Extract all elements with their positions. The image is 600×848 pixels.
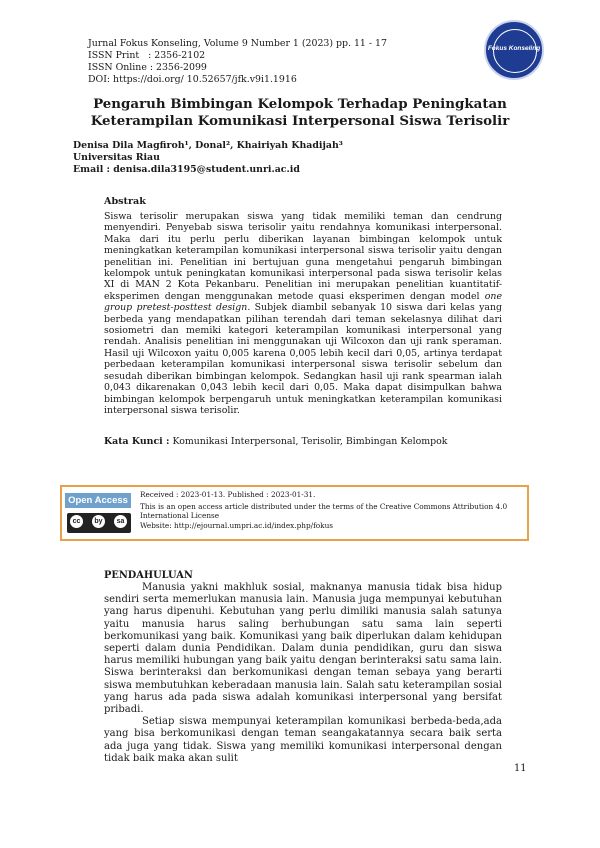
open-access-info <box>140 490 520 530</box>
journal-citation: Jurnal Fokus Konseling, Volume 9 Number 1 (2023) pp. 11 - 17 <box>88 38 387 49</box>
body-paragraph-2: Setiap siswa mempunyai keterampilan komunikasi berbeda-beda,ada yang bisa berkomunikasi dengan teman seangakatannya secara baik serta ada juga yang tidak. Siswa yang memiliki komunikasi interpersonal dengan tidak baik maka akan sulit <box>104 716 502 764</box>
journal-header <box>88 38 478 86</box>
abstract-design-italic: one group pretest-posttest design. <box>104 290 502 314</box>
open-access-box <box>60 485 529 541</box>
journal-logo-text: Fokus Konseling <box>487 45 541 52</box>
author-block <box>73 140 473 176</box>
by-icon: by <box>92 515 105 528</box>
issn-online: ISSN Online : 2356-2099 <box>88 62 207 73</box>
journal-logo <box>484 20 544 80</box>
abstract-text-part1: Siswa terisolir merupakan siswa yang tidak memiliki teman dan cendrung menyendiri. Penyebab siswa terisolir yaitu rendahnya komunikasi interpersonal. Maka dari itu perlu perlu diberikan layanan bimbingan kelompok untuk meningkatkan keterampilan komunikasi interpersonal siswa terisolir yaitu dengan penelitian ini. Penelitian ini bertujuan guna mengetahui pengaruh bimbingan kelompok untuk peningkatan komunikasi interpersonal pada siswa terisolir kelas XI di MAN 2 Kota Pekanbaru. Penelitian ini merupakan penelitian kuantitatif-eksperimen dengan menggunakan metode quasi eksperimen dengan model <box>104 211 502 302</box>
cc-license-icon[interactable] <box>67 513 131 533</box>
journal-website[interactable]: Website: http://ejournal.umpri.ac.id/index.php/fokus <box>140 520 334 530</box>
abstract-heading: Abstrak <box>104 196 146 207</box>
keywords <box>104 436 504 447</box>
keywords-values: Komunikasi Interpersonal, Terisolir, Bimbingan Kelompok <box>169 436 448 447</box>
author-names: Denisa Dila Magfiroh¹, Donal², Khairiyah Khadijah³ <box>73 140 343 151</box>
page-number: 11 <box>514 763 527 774</box>
author-affiliation: Universitas Riau <box>73 152 160 163</box>
issn-print: ISSN Print : 2356-2102 <box>88 50 206 61</box>
cc-icon: cc <box>70 515 83 528</box>
abstract-text-part2: Subjek diambil sebanyak 10 siswa dari kelas yang berbeda yang mendapatkan pilihan terendah dari teman sekelasnya dilihat dari sosiometri dan memiki kategori keterampilan komunikasi interpersonal yang rendah. Analisis penelitian ini menggunakan uji Wilcoxon dan uji rank speraman. Hasil uji Wilcoxon yaitu 0,005 karena 0,005 lebih kecil dari 0,05, artinya terdapat perbedaan keterampilan komunikasi interpersonal siswa terisolir sebelum dan sesudah diberikan bimbingan kelompok. Sedangkan hasil uji rank spearman ialah 0,043 dikarenakan 0,043 lebih kecil dari 0,05. Maka dapat disimpulkan bahwa bimbingan kelompok berpengaruh untuk meningkatkan keterampilan komunikasi interpersonal siswa terisolir. <box>104 302 502 416</box>
abstract-text <box>104 211 502 416</box>
doi-link[interactable]: DOI: https://doi.org/ 10.52657/jfk.v9i1.1916 <box>88 74 297 85</box>
license-statement: This is an open access article distributed under the terms of the Creative Commons Attribution 4.0 International License <box>140 501 508 521</box>
section-heading: PENDAHULUAN <box>104 570 193 581</box>
open-access-badge: Open Access <box>65 493 131 508</box>
section-body <box>104 582 502 765</box>
author-email[interactable]: Email : denisa.dila3195@student.unri.ac.id <box>73 164 300 175</box>
paper-title: Pengaruh Bimbingan Kelompok Terhadap Peningkatan Keterampilan Komunikasi Interpersonal Siswa Terisolir <box>90 96 510 129</box>
body-paragraph-1: Manusia yakni makhluk sosial, maknanya manusia tidak bisa hidup sendiri serta memerlukan manusia lain. Manusia juga mempunyai kebutuhan yang harus dipenuhi. Kebutuhan yang perlu dimiliki manusia salah satunya yaitu manusia harus saling berhubungan satu sama lain seperti berkomunikasi yang baik. Komunikasi yang baik diperlukan dalam kehidupan seperti dalam dunia Pendidikan. Dalam dunia pendidikan, guru dan siswa harus memiliki hubungan yang baik yaitu dengan berinteraksi satu sama lain. Siswa berinteraksi dan berkomunikasi dengan teman sebaya yang berarti siswa membutuhkan keberadaan manusia lain. Salah satu keterampilan sosial yang harus ada pada siswa adalah komunikasi interpersonal yang bersifat pribadi. <box>104 582 502 716</box>
sa-icon: sa <box>114 515 127 528</box>
keywords-label: Kata Kunci : <box>104 436 170 447</box>
received-published-dates: Received : 2023-01-13. Published : 2023-01-31. <box>140 490 316 499</box>
